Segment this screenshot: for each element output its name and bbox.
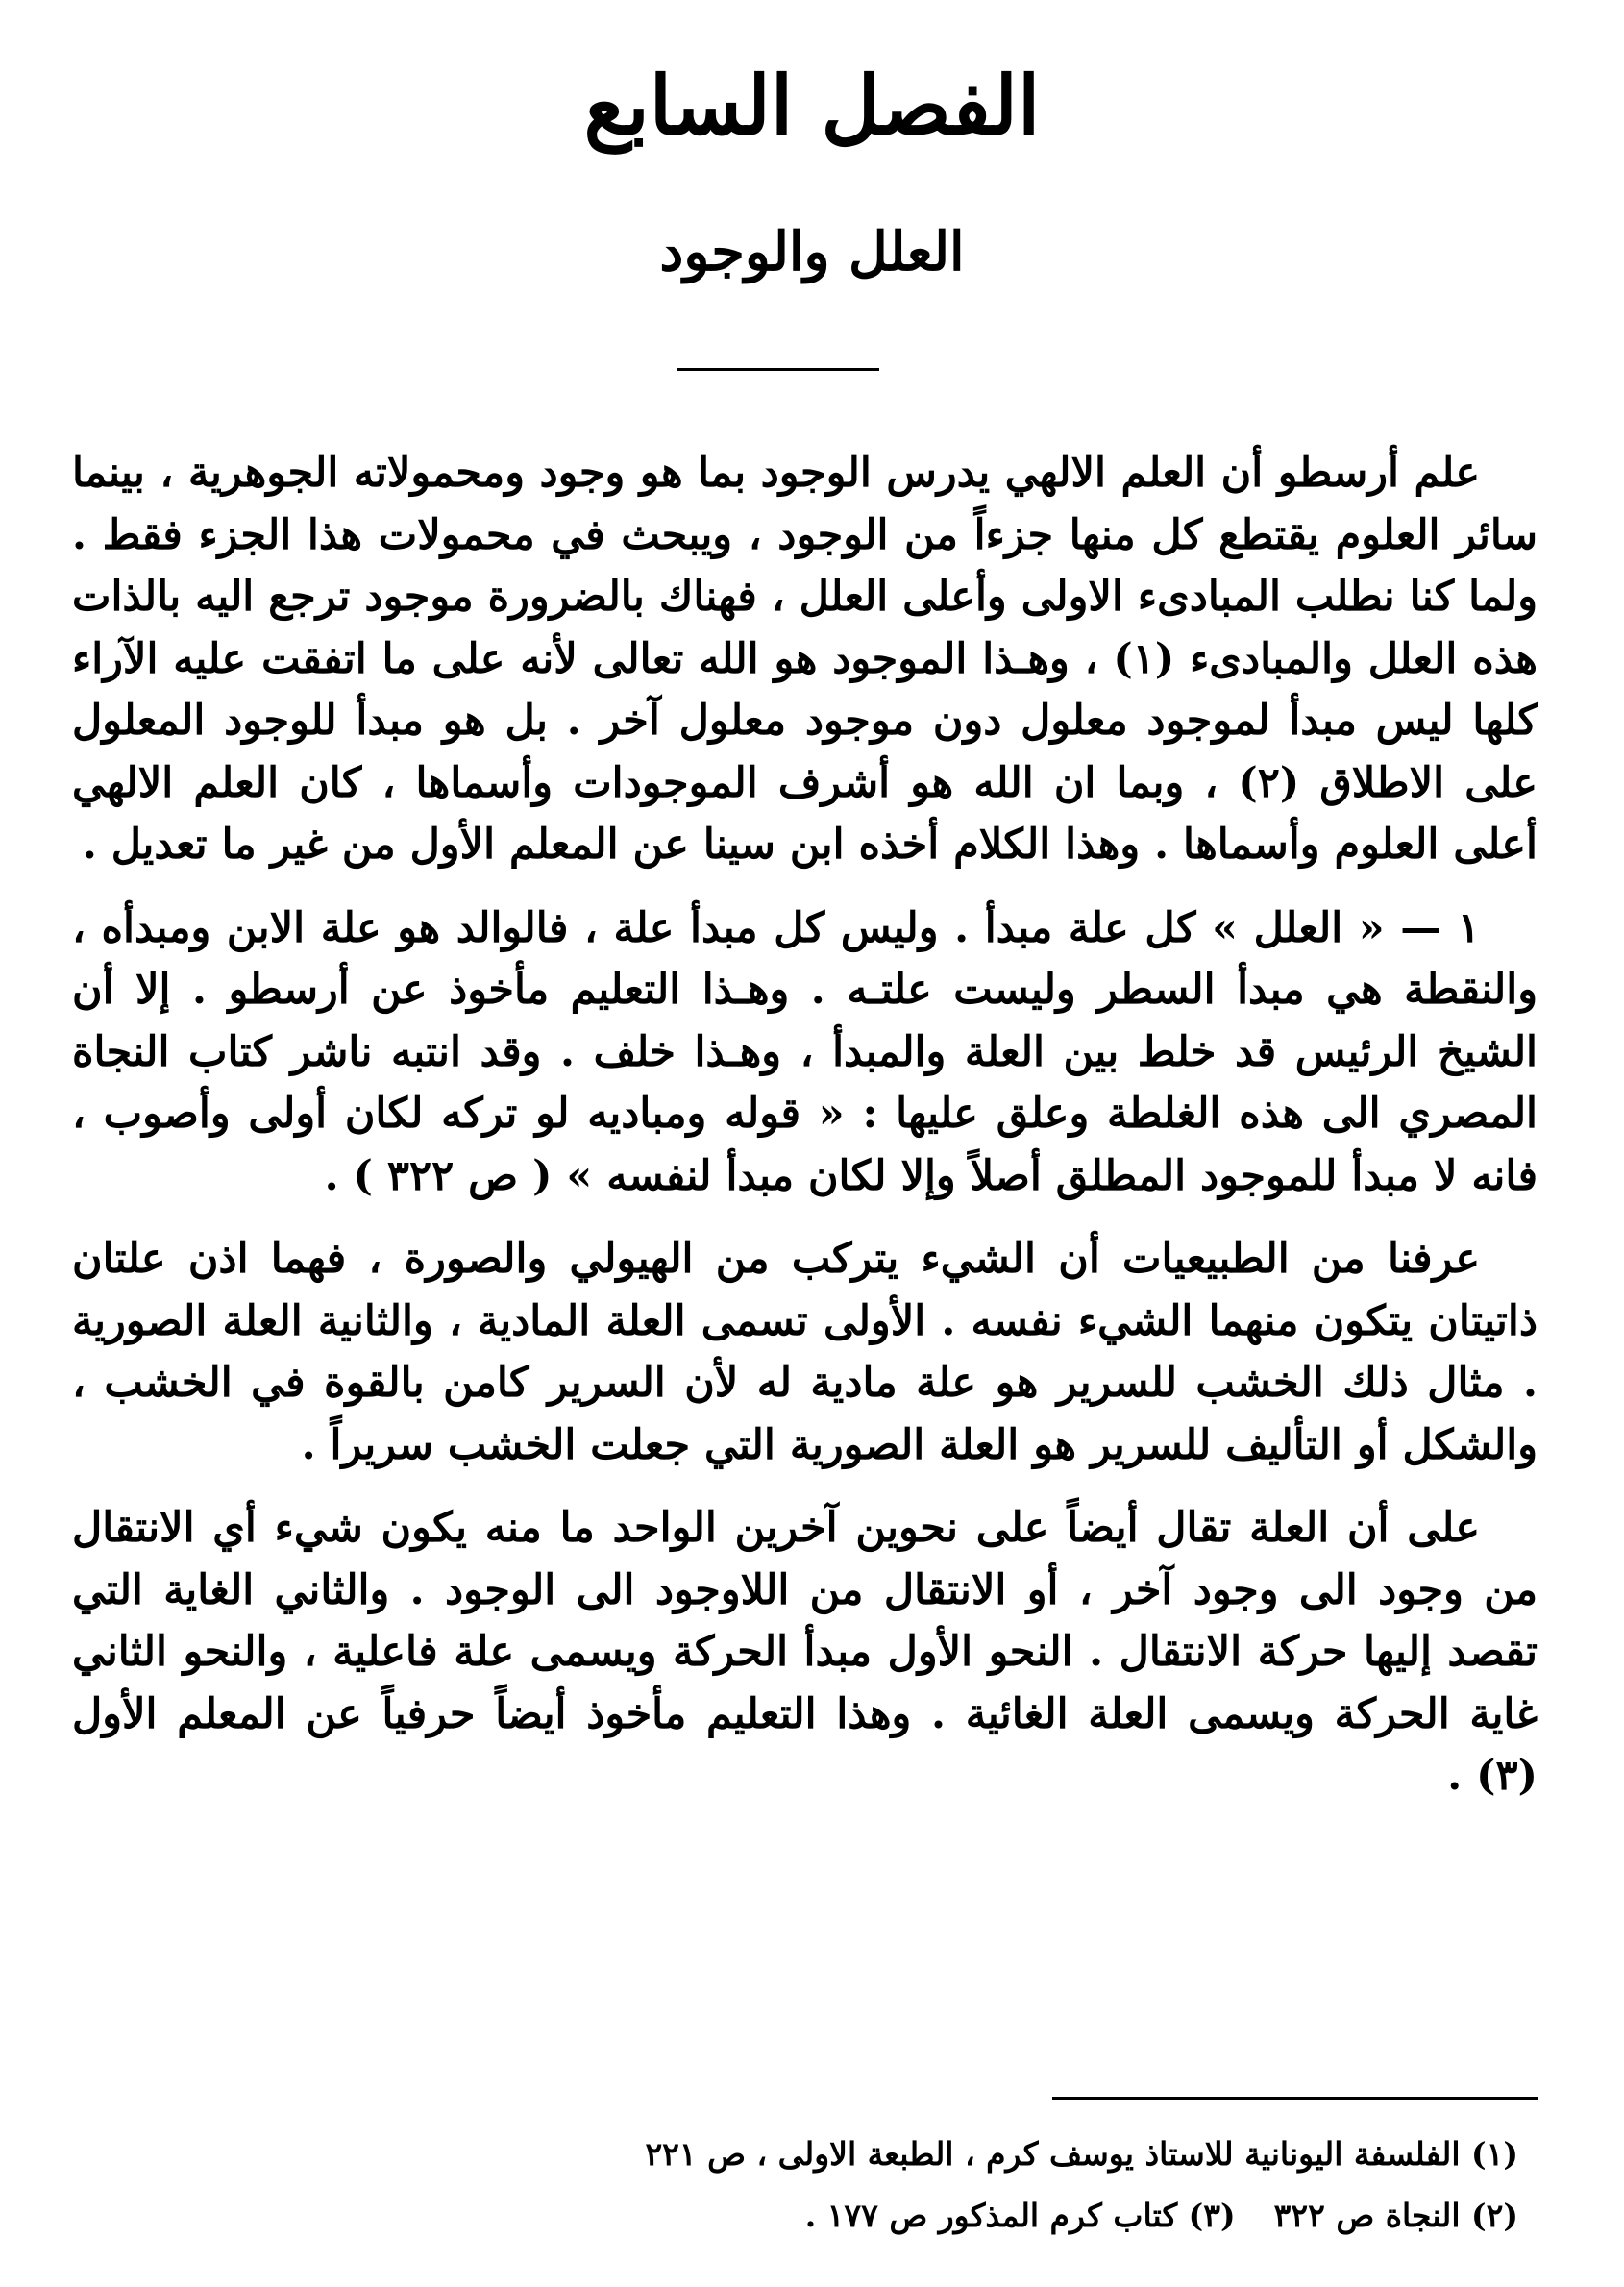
footnotes [404,2124,1518,2247]
footnote-3: (٣) كتاب كرم المذكور ص ١٧٧ . [804,2197,1236,2234]
paragraph-2: ١ — « العلل » كل علة مبدأ . وليس كل مبدأ علة ، فالوالد هو علة الابن ومبدأه ، والنقطة هي مبدأ السطر وليست علتـه . وهـذا التعليم مأخوذ عن أرسطو . إلا أن الشيخ الرئيس قد خلط بين العلة والمبدأ ، وهـذا خلف . وقد انتبه ناشر كتاب النجاة المصري الى هذه الغلطة وعلق عليها : « قوله ومباديه لو تركه لكان أولى وأصوب ، فانه لا مبدأ للموجود المطلق أصلاً وإلا لكان مبدأ لنفسه » ( ص ٣٢٢ ) . [72,903,1538,1200]
footnote-1: (١) الفلسفة اليونانية للاستاذ يوسف كرم ، الطبعة الاولى ، ص ٢٢١ [645,2135,1518,2173]
paragraph-3: عرفنا من الطبيعيات أن الشيء يتركب من الهيولي والصورة ، فهما اذن علتان ذاتيتان يتكون منهما الشيء نفسه . الأولى تسمى العلة المادية ، والثانية العلة الصورية . مثال ذلك الخشب للسرير هو علة مادية له لأن السرير كامن بالقوة في الخشب ، والشكل أو التأليف للسرير هو العلة الصورية التي جعلت الخشب سريراً . [72,1235,1538,1469]
footnote-divider [1052,2097,1538,2100]
footnote-2: (٢) النجاة ص ٣٢٢ [1273,2197,1518,2234]
footnote-line-2 [404,2185,1518,2247]
paragraph-1: علم أرسطو أن العلم الالهي يدرس الوجود بما هو وجود ومحمولاته الجوهرية ، بينما سائر العلوم يقتطع كل منها جزءاً من الوجود ، ويبحث في محمولات هذا الجزء فقط . ولما كنا نطلب المبادىء الاولى وأعلى العلل ، فهناك بالضرورة موجود ترجع اليه بالذات هذه العلل والمبادىء (١) ، وهـذا الموجود هو الله تعالى لأنه على ما اتفقت عليه الآراء كلها ليس مبدأ لموجود معلول دون موجود معلول آخر . بل هو مبدأ للوجود المعلول على الاطلاق (٢) ، وبما ان الله هو أشرف الموجودات وأسماها ، كان العلم الالهي أعلى العلوم وأسماها . وهذا الكلام أخذه ابن سينا عن المعلم الأول من غير ما تعديل . [72,449,1538,869]
chapter-title: الفصل السابع [583,58,1041,153]
title-divider [677,368,879,371]
chapter-subtitle: العلل والوجود [659,220,965,283]
paragraph-4: على أن العلة تقال أيضاً على نحوين آخرين الواحد ما منه يكون شيء أي الانتقال من وجود الى وجود آخر ، أو الانتقال من اللاوجود الى الوجود . والثاني الغاية التي تقصد إليها حركة الانتقال . النحو الأول مبدأ الحركة ويسمى علة فاعلية ، والنحو الثاني غاية الحركة ويسمى العلة الغائية . وهذا التعليم مأخوذ أيضاً حرفياً عن المعلم الأول (٣) . [72,1504,1538,1800]
body-text [72,442,1538,1807]
